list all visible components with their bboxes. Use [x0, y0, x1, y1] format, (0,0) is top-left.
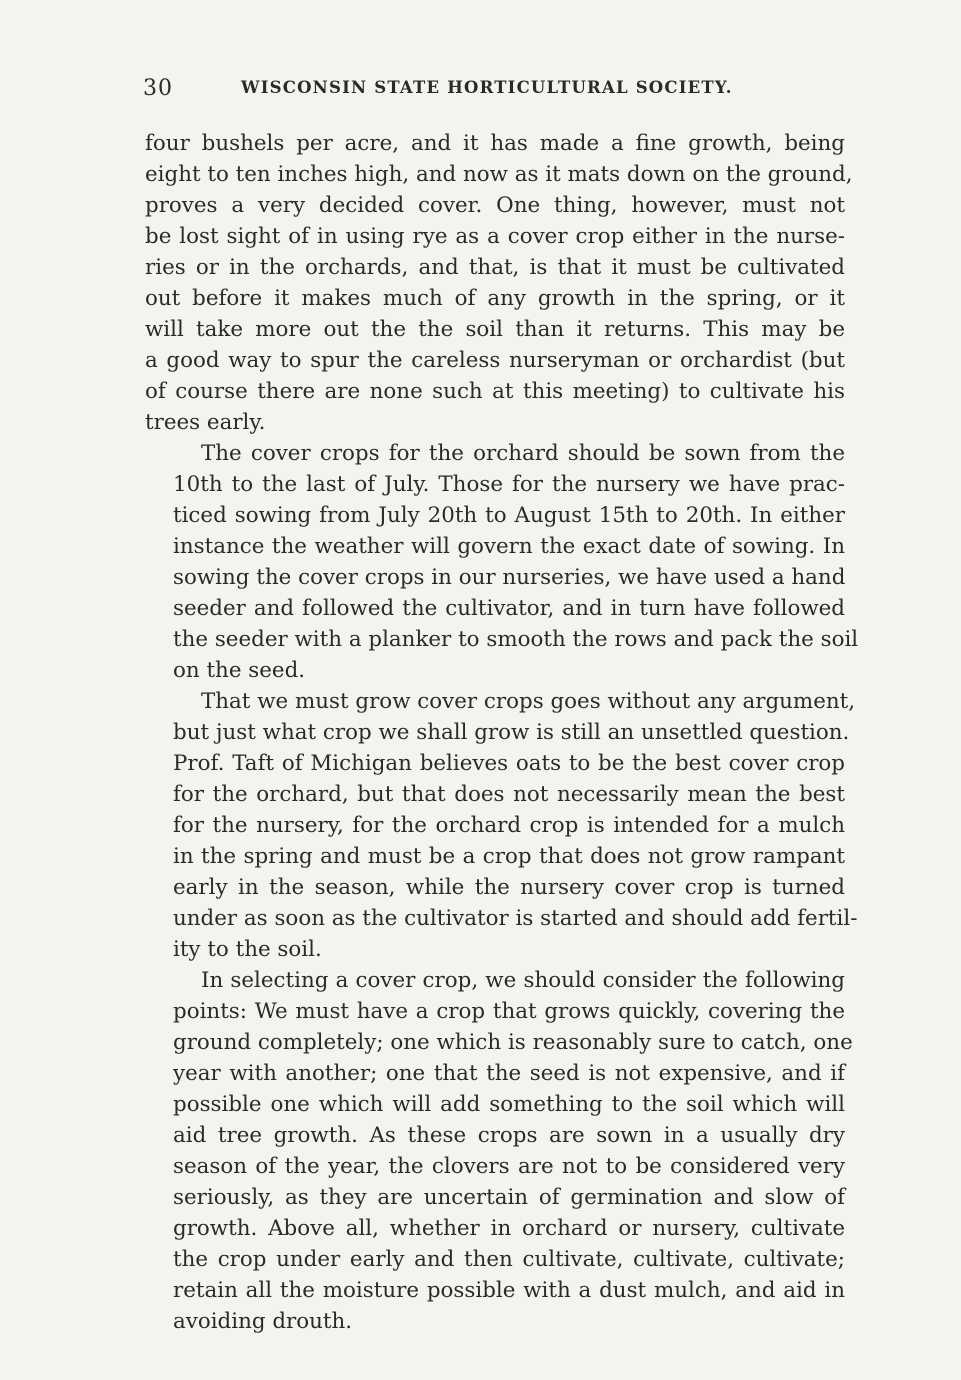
text-line: be lost sight of in using rye as a cover crop either in the nurse- — [145, 224, 845, 249]
paragraph — [145, 438, 859, 686]
body-text — [145, 128, 859, 1337]
text-line: but just what crop we shall grow is still an unsettled question. — [173, 720, 850, 745]
text-line: ticed sowing from July 20th to August 15th to 20th. In either — [173, 503, 845, 528]
text-line: season of the year, the clovers are not to be considered very — [173, 1154, 845, 1179]
text-line: sowing the cover crops in our nurseries, we have used a hand — [173, 565, 846, 590]
text-line: eight to ten inches high, and now as it mats down on the ground, — [145, 162, 853, 187]
text-line: in the spring and must be a crop that does not grow rampant — [173, 844, 845, 869]
text-line: The cover crops for the orchard should be sown from the — [201, 441, 845, 466]
page-number: 30 — [143, 76, 173, 101]
text-line: In selecting a cover crop, we should consider the following — [201, 968, 845, 993]
paragraph — [145, 686, 858, 965]
running-head: WISCONSIN STATE HORTICULTURAL SOCIETY. — [241, 78, 733, 97]
text-line: early in the season, while the nursery cover crop is turned — [173, 875, 845, 900]
text-line: possible one which will add something to the soil which will — [173, 1092, 845, 1117]
text-line: seriously, as they are uncertain of germination and slow of — [173, 1185, 845, 1210]
text-line: the crop under early and then cultivate, cultivate, cultivate; — [173, 1247, 845, 1272]
text-line: out before it makes much of any growth in the spring, or it — [145, 286, 845, 311]
page-header — [143, 70, 773, 110]
text-line: proves a very decided cover. One thing, however, must not — [145, 193, 845, 218]
text-line: ground completely; one which is reasonably sure to catch, one — [173, 1030, 853, 1055]
text-line: the seeder with a planker to smooth the rows and pack the soil — [173, 627, 859, 652]
text-line: ries or in the orchards, and that, is that it must be cultivated — [145, 255, 845, 280]
text-line: 10th to the last of July. Those for the nursery we have prac- — [173, 472, 845, 497]
text-line: for the orchard, but that does not necessarily mean the best — [173, 782, 845, 807]
text-line: of course there are none such at this meeting) to cultivate his — [145, 379, 845, 404]
text-line: points: We must have a crop that grows quickly, covering the — [173, 999, 845, 1024]
paragraph — [145, 965, 853, 1337]
text-line: instance the weather will govern the exact date of sowing. In — [173, 534, 845, 559]
text-line: ity to the soil. — [173, 937, 322, 962]
text-line: will take more out the the soil than it returns. This may be — [145, 317, 845, 342]
text-line: avoiding drouth. — [173, 1309, 353, 1334]
text-line: growth. Above all, whether in orchard or nursery, cultivate — [173, 1216, 845, 1241]
text-line: That we must grow cover crops goes without any argument, — [201, 689, 856, 714]
text-line: trees early. — [145, 410, 266, 435]
text-line: year with another; one that the seed is not expensive, and if — [173, 1061, 845, 1086]
text-line: Prof. Taft of Michigan believes oats to be the best cover crop — [173, 751, 845, 776]
text-line: on the seed. — [173, 658, 306, 683]
text-line: retain all the moisture possible with a dust mulch, and aid in — [173, 1278, 845, 1303]
text-line: seeder and followed the cultivator, and in turn have followed — [173, 596, 845, 621]
text-line: a good way to spur the careless nurseryman or orchardist (but — [145, 348, 845, 373]
paragraph — [145, 128, 853, 438]
text-line: for the nursery, for the orchard crop is intended for a mulch — [173, 813, 845, 838]
text-line: aid tree growth. As these crops are sown in a usually dry — [173, 1123, 845, 1148]
text-line: four bushels per acre, and it has made a fine growth, being — [145, 131, 845, 156]
text-line: under as soon as the cultivator is started and should add fertil- — [173, 906, 858, 931]
